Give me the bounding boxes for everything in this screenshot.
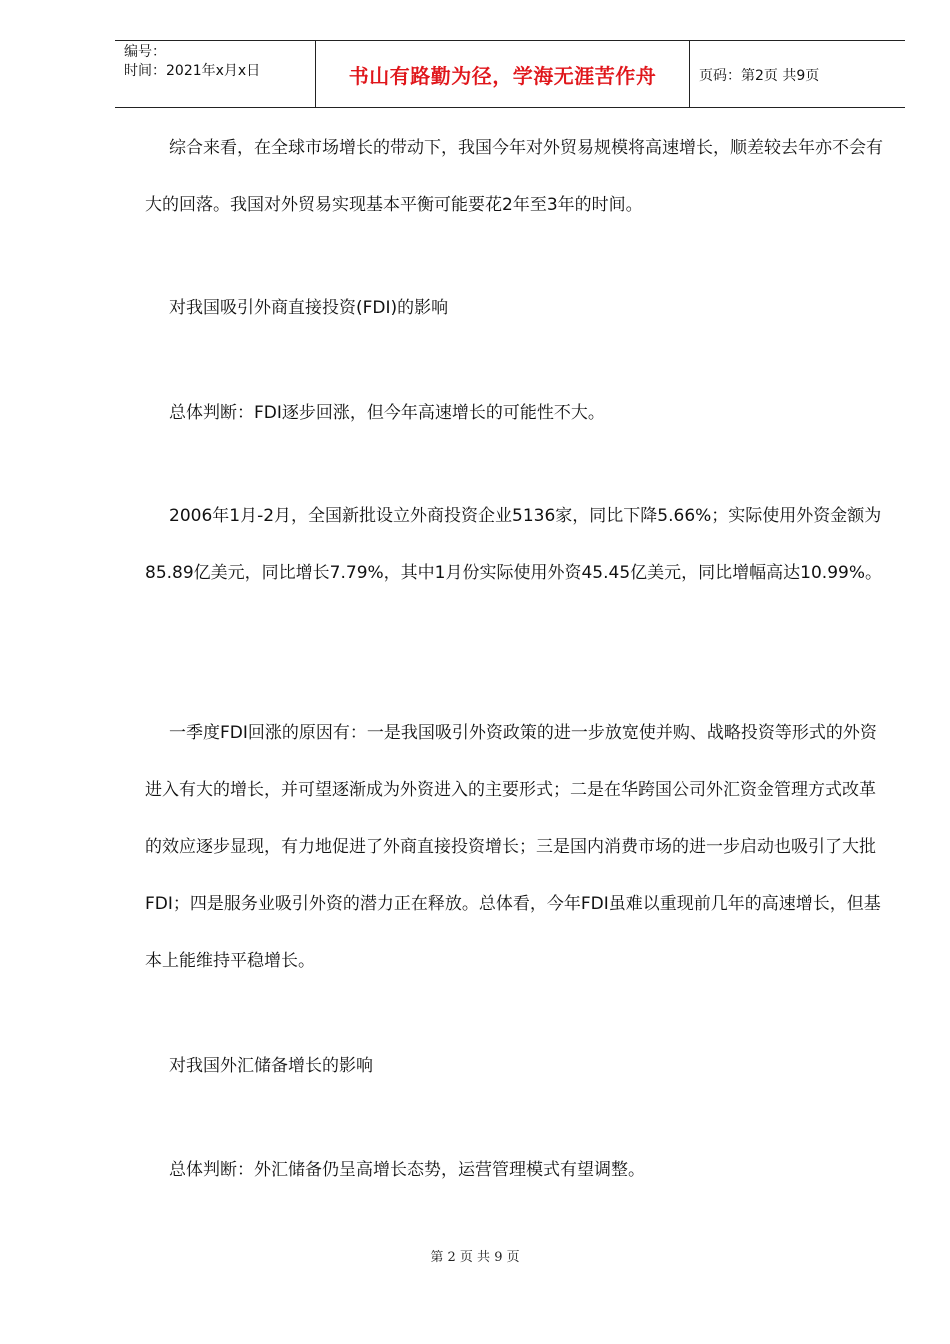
header-page-number: 页码：第2页 共9页 xyxy=(699,68,820,84)
paragraph-fdi-reasons: 一季度FDI回涨的原因有：一是我国吸引外资政策的进一步放宽使并购、战略投资等形式的外资进入有大的增长，并可望逐渐成为外资进入的主要形式；二是在华跨国公司外汇资金管理方式改革的效应逐步显现，有力地促进了外商直接投资增长；三是国内消费市场的进一步启动也吸引了大批FDI；四是服务业吸引外资的潜力正在释放。总体看，今年FDI虽难以重现前几年的高速增长，但基本上能维持平稳增长。 xyxy=(145,723,881,971)
paragraph-trade-summary: 综合来看，在全球市场增长的带动下，我国今年对外贸易规模将高速增长，顺差较去年亦不会有大的回落。我国对外贸易实现基本平衡可能要花2年至3年的时间。 xyxy=(145,138,883,215)
header-meta xyxy=(115,41,316,107)
page-header xyxy=(115,40,905,108)
document-number: 编号： xyxy=(124,44,166,60)
document-date: 时间：2021年x月x日 xyxy=(124,63,261,79)
header-motto: 书山有路勤为径，学海无涯苦作舟 xyxy=(316,41,690,107)
paragraph-fdi-judgment: 总体判断：FDI逐步回涨，但今年高速增长的可能性不大。 xyxy=(169,403,605,423)
section-heading-fdi: 对我国吸引外商直接投资(FDI)的影响 xyxy=(169,298,449,318)
paragraph-fdi-statistics: 2006年1月-2月，全国新批设立外商投资企业5136家，同比下降5.66%；实际使用外资金额为85.89亿美元，同比增长7.79%，其中1月份实际使用外资45.45亿美元，同比增幅高达10.99%。 xyxy=(145,506,882,583)
section-heading-forex: 对我国外汇储备增长的影响 xyxy=(169,1056,373,1076)
page-footer: 第 2 页 共 9 页 xyxy=(430,1250,520,1265)
paragraph-forex-judgment: 总体判断：外汇储备仍呈高增长态势，运营管理模式有望调整。 xyxy=(169,1160,645,1180)
